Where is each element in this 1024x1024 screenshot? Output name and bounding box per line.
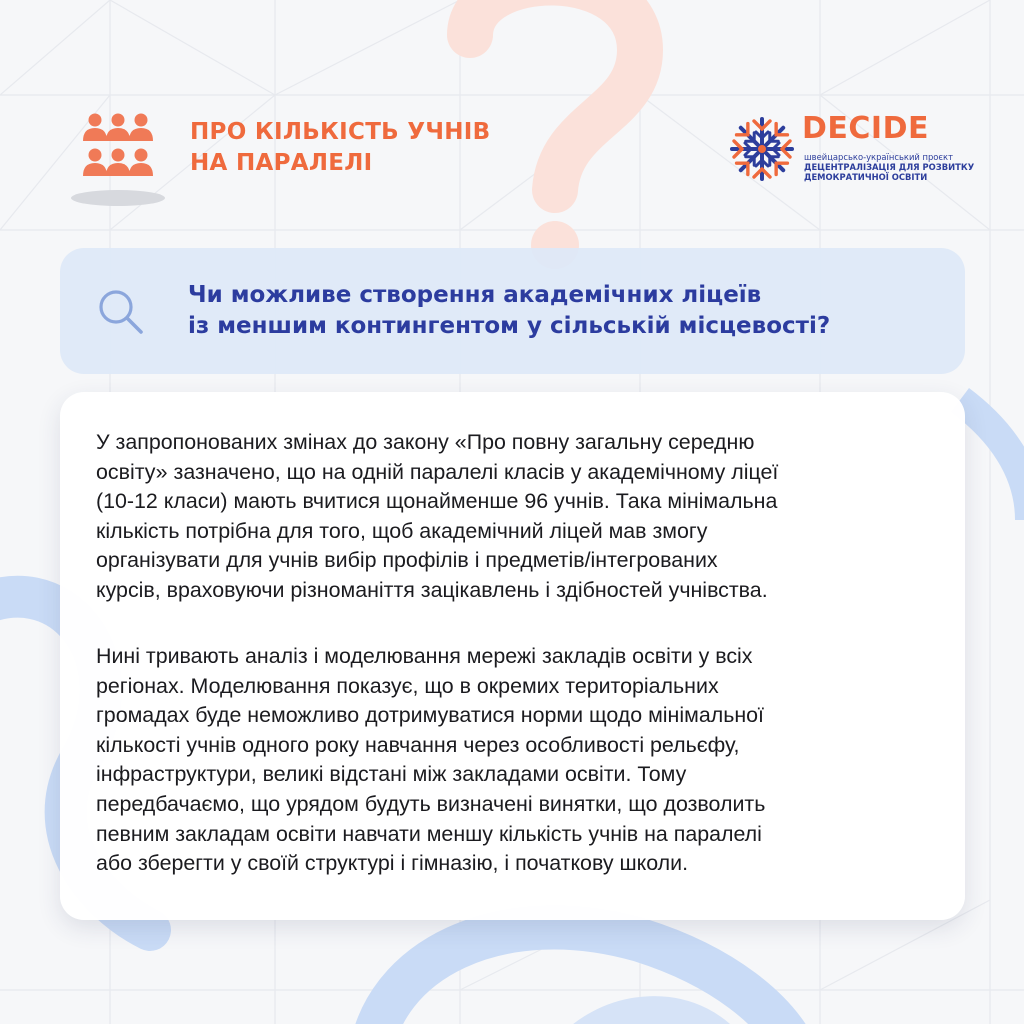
paragraph-line: або зберегти у своїй структурі і гімназію, і початкову школи. (96, 851, 689, 876)
paragraph-line: громадах буде неможливо дотримуватися норми щодо мінімальної (96, 703, 764, 728)
paragraph-line: певним закладам освіти навчати меншу кількість учнів на паралелі (96, 821, 762, 846)
paragraph-line: Нині тривають аналіз і моделювання мережі закладів освіти у всіх (96, 644, 753, 668)
paragraph-line: передбачаємо, що урядом будуть визначені винятки, що дозволить (96, 791, 766, 816)
question-line2: із меншим контингентом у сільській місцевості? (188, 313, 831, 339)
question-box (60, 248, 965, 374)
page-title (190, 117, 490, 179)
paragraph-line: інфраструктури, великі відстані між закладами освіти. Тому (96, 762, 687, 787)
page-title-line2: НА ПАРАЛЕЛІ (190, 150, 373, 176)
paragraph-line: кількості учнів одного року навчання через особливості рельєфу, (96, 732, 740, 757)
snowflake-logo-icon (728, 115, 796, 183)
paragraph-2 (96, 642, 765, 879)
logo-subtitle (804, 152, 974, 182)
paragraph-line: організувати для учнів вибір профілів і предметів/інтегрованих (96, 548, 718, 573)
logo-subtitle-line1: швейцарсько-український проєкт (804, 152, 953, 162)
group-people-icon (70, 110, 170, 210)
question-text (188, 280, 830, 342)
decide-logo (728, 111, 975, 193)
paragraph-line: кількість потрібна для того, щоб академічний ліцей мав змогу (96, 518, 708, 543)
paragraph-1 (96, 428, 778, 606)
search-icon (96, 287, 146, 337)
paragraph-line: освіту» зазначено, що на одній паралелі класів у академічному ліцеї (96, 459, 779, 484)
question-line1: Чи можливе створення академічних ліцеїв (188, 282, 762, 308)
logo-name: DECIDE (802, 111, 929, 146)
content-card (60, 392, 965, 920)
logo-subtitle-line3: ДЕМОКРАТИЧНОЇ ОСВІТИ (804, 172, 928, 182)
page-title-line1: ПРО КІЛЬКІСТЬ УЧНІВ (190, 119, 491, 145)
paragraph-line: У запропонованих змінах до закону «Про повну загальну середню (96, 430, 755, 454)
paragraph-line: (10-12 класи) мають вчитися щонайменше 96 учнів. Така мінімальна (96, 489, 778, 514)
logo-subtitle-line2: ДЕЦЕНТРАЛІЗАЦІЯ ДЛЯ РОЗВИТКУ (804, 162, 975, 172)
paragraph-line: регіонах. Моделювання показує, що в окремих територіальних (96, 673, 719, 698)
paragraph-line: курсів, враховуючи різноманіття зацікавлень і здібностей учнівства. (96, 577, 768, 602)
